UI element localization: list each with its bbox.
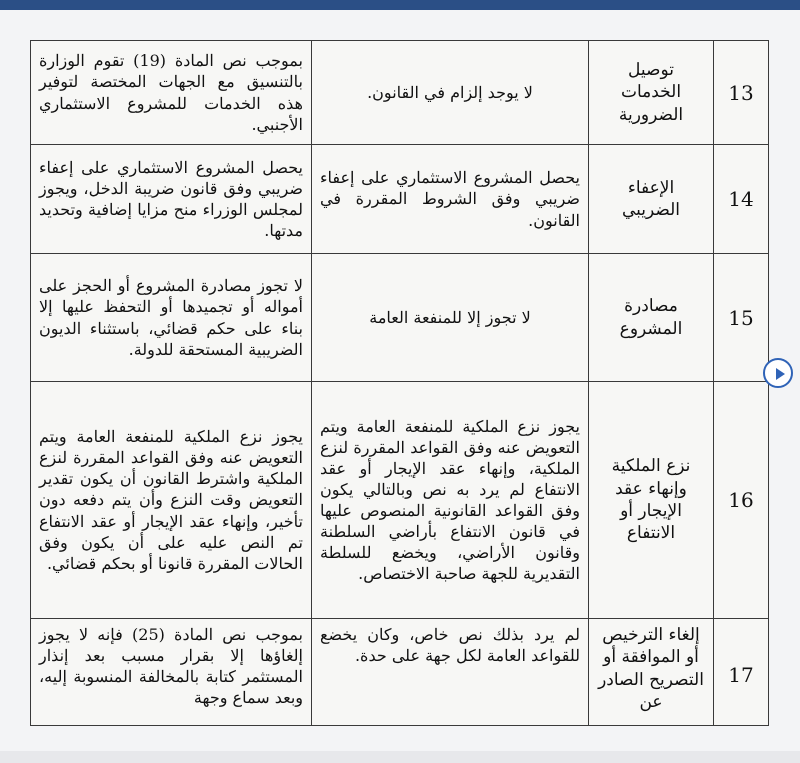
next-page-button[interactable] xyxy=(763,358,793,388)
row-new-provision: لا تجوز مصادرة المشروع أو الحجز على أمواله أو تجميدها أو التحفظ عليها إلا بناء على حكم قضائي، باستثناء الديون الضريبية المستحقة للدولة. xyxy=(31,254,312,382)
row-current-provision: يحصل المشروع الاستثماري على إعفاء ضريبي وفق الشروط المقررة في القانون. xyxy=(312,145,589,254)
row-number: 15 xyxy=(714,254,769,382)
row-new-provision: يحصل المشروع الاستثماري على إعفاء ضريبي وفق قانون ضريبة الدخل، ويجوز لمجلس الوزراء منح مزايا إضافية وتحديد مدتها. xyxy=(31,145,312,254)
row-subject: مصادرة المشروع xyxy=(589,254,714,382)
comparison-table xyxy=(30,40,769,726)
table-row xyxy=(31,619,769,726)
row-current-provision: يجوز نزع الملكية للمنفعة العامة ويتم التعويض عنه وفق القواعد المقررة لنزع الملكية، وإنهاء عقد الإيجار أو عقد الانتفاع لم يرد به نص وبالتالي يكون وفق القواعد القانونية المنصوص عليها في قانون الانتفاع بأراضي السلطنة وقانون الأراضي، ويخضع للسلطة التقديرية للجهة صاحبة الاختصاص. xyxy=(312,382,589,619)
row-current-provision: لا يوجد إلزام في القانون. xyxy=(312,41,589,145)
row-new-provision: بموجب نص المادة (19) تقوم الوزارة بالتنسيق مع الجهات المختصة لتوفير هذه الخدمات للمشروع الاستثماري الأجنبي. xyxy=(31,41,312,145)
row-number: 13 xyxy=(714,41,769,145)
row-number: 17 xyxy=(714,619,769,726)
row-number: 16 xyxy=(714,382,769,619)
row-subject: إلغاء الترخيص أو الموافقة أو التصريح الصادر عن xyxy=(589,619,714,726)
row-subject: الإعفاء الضريبي xyxy=(589,145,714,254)
row-current-provision: لا تجوز إلا للمنفعة العامة xyxy=(312,254,589,382)
row-subject: نزع الملكية وإنهاء عقد الإيجار أو الانتفاع xyxy=(589,382,714,619)
row-new-provision: يجوز نزع الملكية للمنفعة العامة ويتم التعويض عنه وفق القواعد المقررة لنزع الملكية واشترط القانون أن يكون تقدير التعويض وقت النزع وأن يتم دفعه دون تأخير، وإنهاء عقد الإيجار أو عقد الانتفاع تم النص عليه على أن يكون وفق الحالات المقررة قانونا أو بحكم قضائي. xyxy=(31,382,312,619)
top-bar xyxy=(0,0,800,10)
table-row xyxy=(31,254,769,382)
table-row xyxy=(31,382,769,619)
table-row xyxy=(31,41,769,145)
row-number: 14 xyxy=(714,145,769,254)
row-new-provision: بموجب نص المادة (25) فإنه لا يجوز إلغاؤها إلا بقرار مسبب بعد إنذار المستثمر كتابة بالمخالفة المنسوبة إليه، وبعد سماع وجهة xyxy=(31,619,312,726)
row-subject: توصيل الخدمات الضرورية xyxy=(589,41,714,145)
row-current-provision: لم يرد بذلك نص خاص، وكان يخضع للقواعد العامة لكل جهة على حدة. xyxy=(312,619,589,726)
table-row xyxy=(31,145,769,254)
bottom-strip xyxy=(0,751,800,763)
play-circle-icon xyxy=(773,367,787,381)
